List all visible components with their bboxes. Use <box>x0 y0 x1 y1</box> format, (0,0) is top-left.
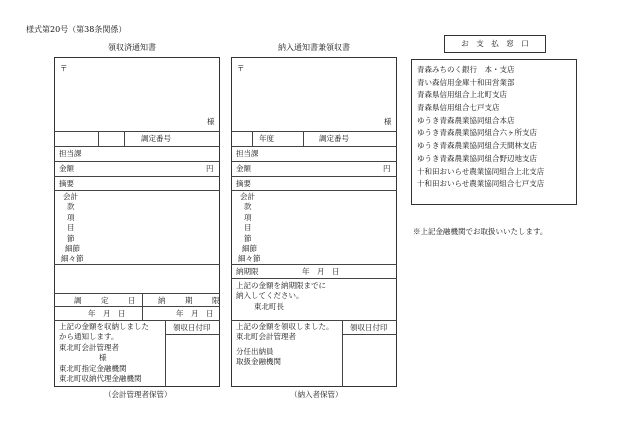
payment-amount: 金額 <box>236 164 251 173</box>
payment-department: 担当課 <box>236 149 259 158</box>
payment-deadline-date: 年 月 日 <box>302 267 340 276</box>
account-line: 細節 <box>242 244 257 254</box>
payment-title: 納入通知書兼領収書 <box>278 43 350 52</box>
account-line: 款 <box>67 202 75 212</box>
account-line: 節 <box>67 233 75 243</box>
bank-item: 青森みちのく銀行 本・支店 <box>417 65 515 74</box>
receipt-department: 担当課 <box>59 149 82 158</box>
bank-item: ゆうき青森農業協同組合本店 <box>417 115 515 125</box>
payment-receipt <box>236 322 334 343</box>
bank-line: 東北町収納代理金融機関 <box>59 374 142 384</box>
receipt-stamp: 領収日付印 <box>173 323 211 332</box>
payment-mayor: 東北町長 <box>254 301 284 311</box>
notice-line: から通知します。 <box>59 332 119 342</box>
account-line: 節 <box>244 233 252 243</box>
window-title: お 支 払 窓 口 <box>461 39 529 48</box>
payment-yen: 円 <box>383 164 391 173</box>
payment-footer: （納入者保管） <box>290 390 343 399</box>
payment-sub <box>236 347 281 368</box>
sub-line: 取扱金融機関 <box>236 357 281 367</box>
bank-item: 青い森信用金庫十和田営業部 <box>417 77 515 87</box>
account-line: 項 <box>67 212 75 222</box>
bank-line: 東北町指定金融機関 <box>59 363 127 373</box>
payment-adjustment-number: 調定番号 <box>319 134 349 143</box>
receipt-account-list <box>61 192 84 265</box>
form-number: 様式第20号（第38条関係） <box>26 25 127 34</box>
bank-item: 十和田おいらせ農業協同組合七戸支店 <box>417 179 545 189</box>
bank-item: ゆうき青森農業協同組合天間林支店 <box>417 141 537 151</box>
notice-line: 上記の金額を収納しました <box>59 322 149 331</box>
receipt-postal-mark: 〒 <box>60 64 68 73</box>
account-line: 会計 <box>240 192 255 201</box>
payment-request <box>236 281 326 312</box>
notice-line: 東北町会計管理者 <box>59 342 119 352</box>
receipt-summary: 摘要 <box>59 179 74 188</box>
bank-item: ゆうき青森農業協同組合六ヶ所支店 <box>417 128 537 138</box>
bank-item: ゆうき青森農業協同組合野辺地支店 <box>417 153 537 163</box>
payment-deadline: 納期限 <box>236 267 259 276</box>
receipt-line: 東北町会計管理者 <box>236 332 296 342</box>
receipt-yen: 円 <box>206 164 214 173</box>
account-line: 細々節 <box>238 254 261 264</box>
payment-postal-mark: 〒 <box>237 64 245 73</box>
account-line: 款 <box>244 202 252 212</box>
account-line: 細節 <box>65 244 80 254</box>
receipt-title: 領収済通知書 <box>108 43 156 52</box>
payment-honorific: 様 <box>384 117 392 126</box>
payment-summary: 摘要 <box>236 179 251 188</box>
request-line: 納入してください。 <box>236 291 304 301</box>
notice-honorific: 様 <box>99 353 107 363</box>
bank-item: 青森県信用組合上北町支店 <box>417 90 507 100</box>
receipt-adjustment-date: 調 定 日 <box>74 296 142 305</box>
account-line: 目 <box>67 223 75 233</box>
payment-stamp: 領収日付印 <box>350 323 388 332</box>
receipt-footer: （会計管理者保管） <box>104 390 172 399</box>
bank-list <box>417 64 544 191</box>
account-line: 項 <box>244 212 252 222</box>
receipt-line: 上記の金額を領収しました。 <box>236 322 334 331</box>
receipt-due-date: 納 期 限 <box>158 296 226 305</box>
receipt-adjustment-number: 調定番号 <box>141 134 171 143</box>
account-line: 細々節 <box>61 254 84 264</box>
receipt-amount: 金額 <box>59 164 74 173</box>
payment-fiscal-year: 年度 <box>259 134 274 143</box>
receipt-date-right: 年 月 日 <box>176 309 214 318</box>
bank-item: 十和田おいらせ農業協同組合上北支店 <box>417 166 545 176</box>
account-line: 会計 <box>63 192 78 201</box>
sub-line: 分任出納員 <box>236 347 274 356</box>
account-line: 目 <box>244 223 252 233</box>
receipt-date-left: 年 月 日 <box>88 309 126 318</box>
request-line: 上記の金額を納期限までに <box>236 281 326 290</box>
receipt-honorific: 様 <box>207 117 215 126</box>
payment-account-list <box>238 192 261 265</box>
receipt-notice <box>59 322 149 384</box>
bank-item: 青森県信用組合七戸支店 <box>417 103 500 113</box>
window-note: ※上記金融機関でお取扱いいたします。 <box>413 227 548 236</box>
